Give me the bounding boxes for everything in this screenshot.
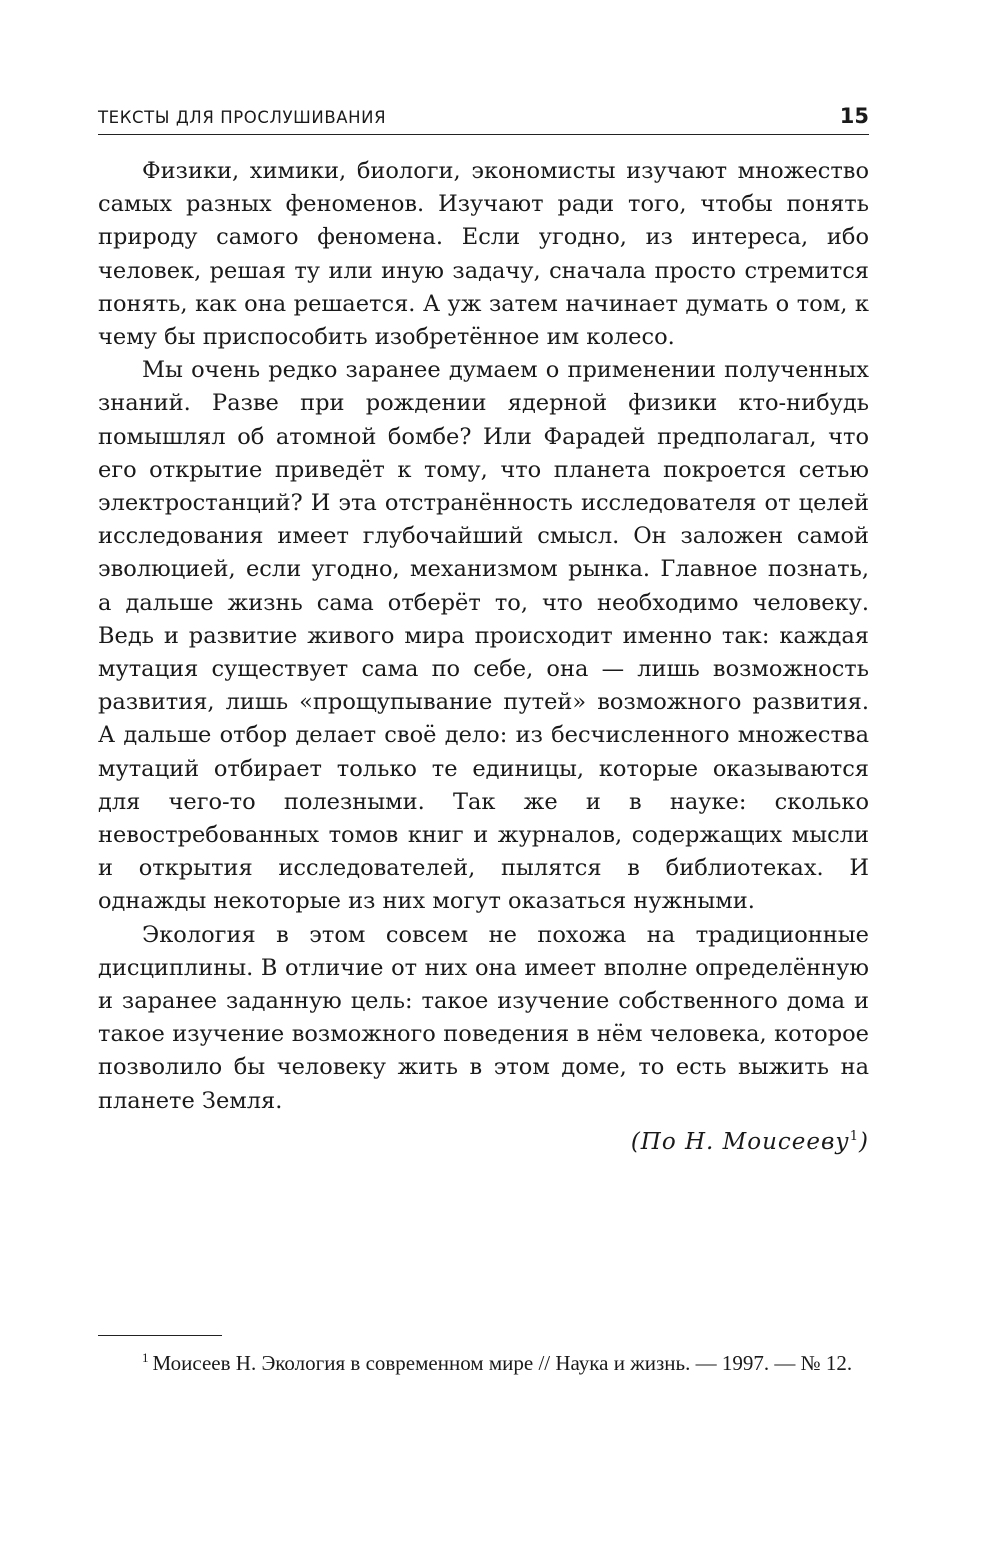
- attribution-text: (По Н. Моисееву: [630, 1128, 850, 1155]
- footnote-text: Моисеев Н. Экология в современном мире // Наука и жизнь. — 1997. — № 12.: [152, 1351, 853, 1375]
- body-text: [98, 155, 869, 1159]
- attribution-close: ): [859, 1128, 869, 1155]
- footnote: [98, 1348, 869, 1378]
- footnote-reference[interactable]: 1: [849, 1128, 860, 1144]
- running-head: [98, 104, 869, 135]
- paragraph-3: Экология в этом совсем не похожа на традиционные дисциплины. В отличие от них она имеет вполне определённую и заранее заданную цель: такое изучение собственного дома и такое изучение возможного поведения в нём человека, которое позволило бы человеку жить в этом доме, то есть выжить на планете Земля.: [98, 921, 869, 1114]
- footnote-divider: [98, 1335, 222, 1336]
- page-number: 15: [839, 104, 869, 128]
- paragraph-2: Мы очень редко заранее думаем о применении полученных знаний. Разве при рождении ядерной физики кто-нибудь помышлял об атомной бомбе? Или Фарадей предполагал, что его открытие приведёт к тому, что планета покроется сетью электростанций? И эта отстранённость исследователя от целей исследования имеет глубочайший смысл. Он заложен самой эволюцией, если угодно, механизмом рынка. Главное познать, а дальше жизнь сама отберёт то, что необходимо человеку. Ведь и развитие живого мира происходит именно так: каждая мутация существует сама по себе, она — лишь возможность развития, лишь «прощупывание путей» возможного развития. А дальше отбор делает своё дело: из бесчисленного множества мутаций отбирает только те единицы, которые оказываются для чего-то полезными. Так же и в науке: сколько невостребованных томов книг и журналов, содержащих мысли и открытия исследователей, пылятся в библиотеках. И однажды некоторые из них могут оказаться нужными.: [98, 357, 869, 915]
- footnote-marker: 1: [142, 1350, 149, 1365]
- running-title: ТЕКСТЫ ДЛЯ ПРОСЛУШИВАНИЯ: [98, 108, 387, 127]
- paragraph-1: Физики, химики, биологи, экономисты изучают множество самых разных феноменов. Изучают ради того, чтобы понять природу самого феномена. Если угодно, из интереса, ибо человек, решая ту или иную задачу, сначала просто стремится понять, как она решается. А уж затем начинает думать о том, к чему бы приспособить изобретённое им колесо.: [98, 158, 869, 351]
- attribution: [98, 1126, 869, 1159]
